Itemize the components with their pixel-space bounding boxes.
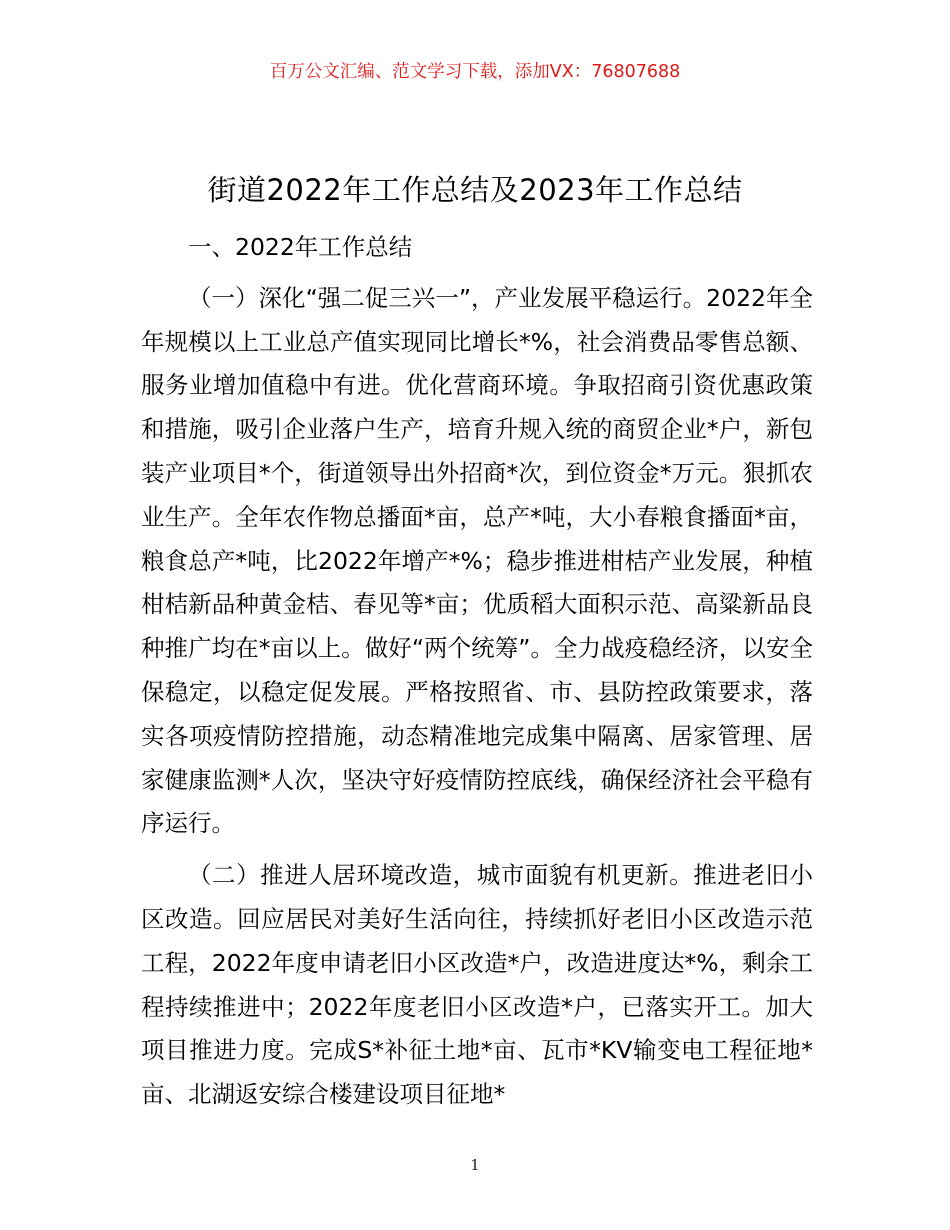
document-title: 街道2022年工作总结及2023年工作总结: [207, 173, 743, 207]
download-notice-header: 百万公文汇编、范文学习下载，添加VX：76807688: [269, 62, 681, 82]
paragraph-1: （一）深化“强二促三兴一”，产业发展平稳运行。2022年全年规模以上工业总产值实现同比增长*%，社会消费品零售总额、服务业增加值稳中有进。优化营商环境。争取招商引资优惠政策和措施，吸引企业落户生产，培育升规入统的商贸企业*户，新包装产业项目*个，街道领导出外招商*次，到位资金*万元。狠抓农业生产。全年农作物总播面*亩，总产*吨，大小春粮食播面*亩，粮食总产*吨，比2022年增产*%；稳步推进柑桔产业发展，种植柑桔新品种黄金桔、春见等*亩；优质稻大面积示范、高粱新品良种推广均在*亩以上。做好“两个统筹”。全力战疫稳经济，以安全保稳定，以稳定促发展。严格按照省、市、县防控政策要求，落实各项疫情防控措施，动态精准地完成集中隔离、居家管理、居家健康监测*人次，坚决守好疫情防控底线，确保经济社会平稳有序运行。: [141, 283, 813, 838]
section-heading: 一、2022年工作总结: [188, 233, 413, 261]
page-number: 1: [470, 1156, 480, 1174]
paragraph-2: （二）推进人居环境改造，城市面貌有机更新。推进老旧小区改造。回应居民对美好生活向往，持续抓好老旧小区改造示范工程，2022年度申请老旧小区改造*户，改造进度达*%，剩余工程持续推进中；2022年度老旧小区改造*户，已落实开工。加大项目推进力度。完成S*补征土地*亩、瓦市*KV输变电工程征地*亩、北湖返安综合楼建设项目征地*: [141, 861, 813, 1109]
document-body: [141, 226, 813, 1117]
